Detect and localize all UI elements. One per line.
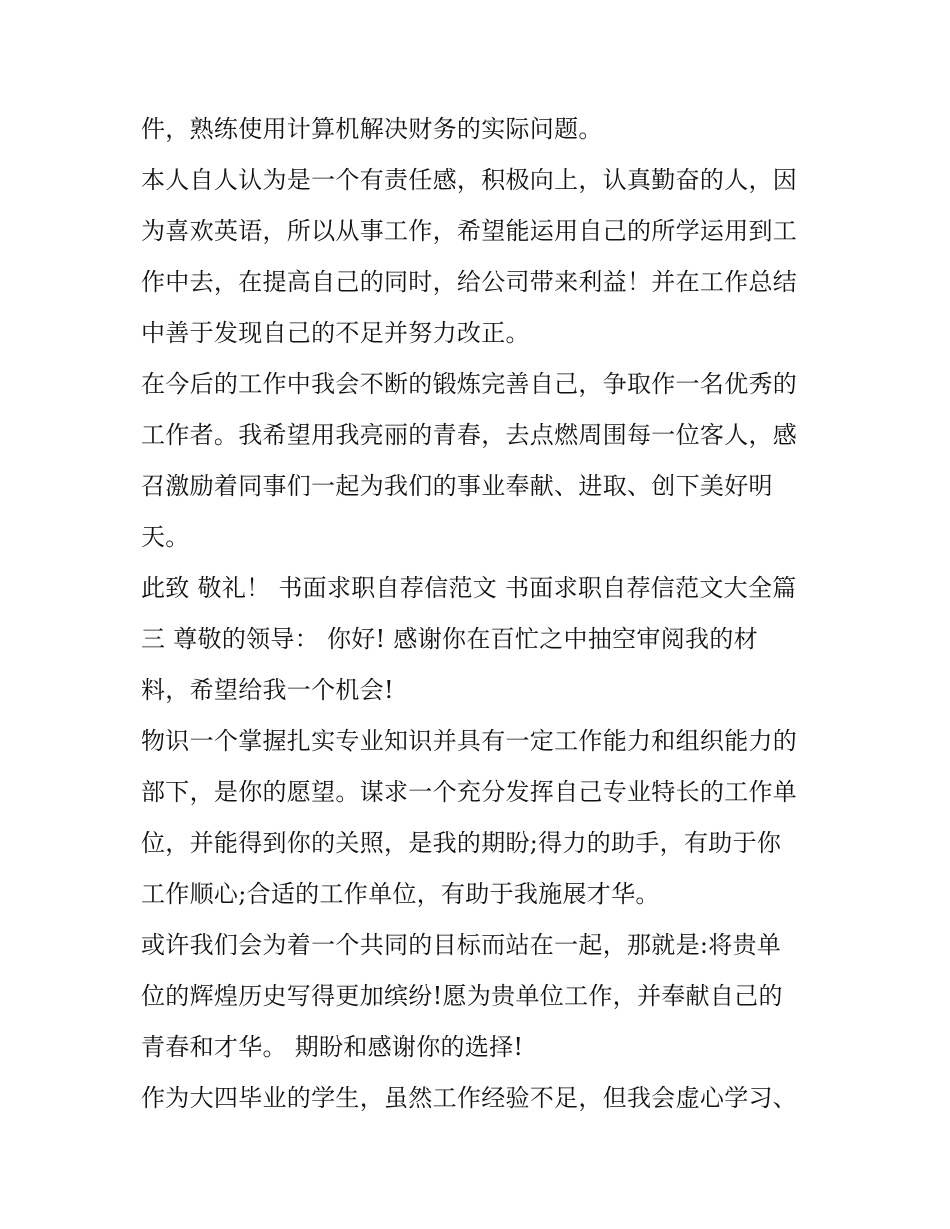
text-line: 或许我们会为着一个共同的目标而站在一起，那就是:将贵单 [141,931,782,959]
text-line: 三 尊敬的领导： 你好! 感谢你在百忙之中抽空审阅我的材 [141,625,758,653]
text-line: 位的辉煌历史写得更加缤纷!愿为贵单位工作，并奉献自己的 [141,982,783,1010]
text-line: 天。 [141,523,190,551]
text-line: 召激励着同事们一起为我们的事业奉献、进取、创下美好明 [141,472,773,500]
text-line: 青春和才华。 期盼和感谢你的选择! [141,1033,524,1061]
text-line: 为喜欢英语，所以从事工作，希望能运用自己的所学运用到工 [141,217,798,245]
text-line: 位，并能得到你的关照，是我的期盼;得力的助手，有助于你 [141,829,782,857]
text-line: 工作者。我希望用我亮丽的青春，去点燃周围每一位客人，感 [141,421,798,449]
text-line: 料，希望给我一个机会! [141,676,394,704]
text-line: 件，熟练使用计算机解决财务的实际问题。 [141,115,603,143]
text-line: 物识一个掌握扎实专业知识并具有一定工作能力和组织能力的 [141,727,798,755]
text-line: 中善于发现自己的不足并努力改正。 [141,319,530,347]
text-line: 工作顺心;合适的工作单位，有助于我施展才华。 [141,880,660,908]
text-line: 作为大四毕业的学生，虽然工作经验不足，但我会虚心学习、 [141,1084,798,1112]
body-text [141,107,821,1127]
text-line: 作中去，在提高自己的同时，给公司带来利益！并在工作总结 [141,268,798,296]
text-line: 部下，是你的愿望。谋求一个充分发挥自己专业特长的工作单 [141,778,798,806]
text-line: 此致 敬礼！ 书面求职自荐信范文 书面求职自荐信范文大全篇 [141,574,797,602]
text-line: 在今后的工作中我会不断的锻炼完善自己，争取作一名优秀的 [141,370,798,398]
text-line: 本人自人认为是一个有责任感，积极向上，认真勤奋的人，因 [141,166,798,194]
